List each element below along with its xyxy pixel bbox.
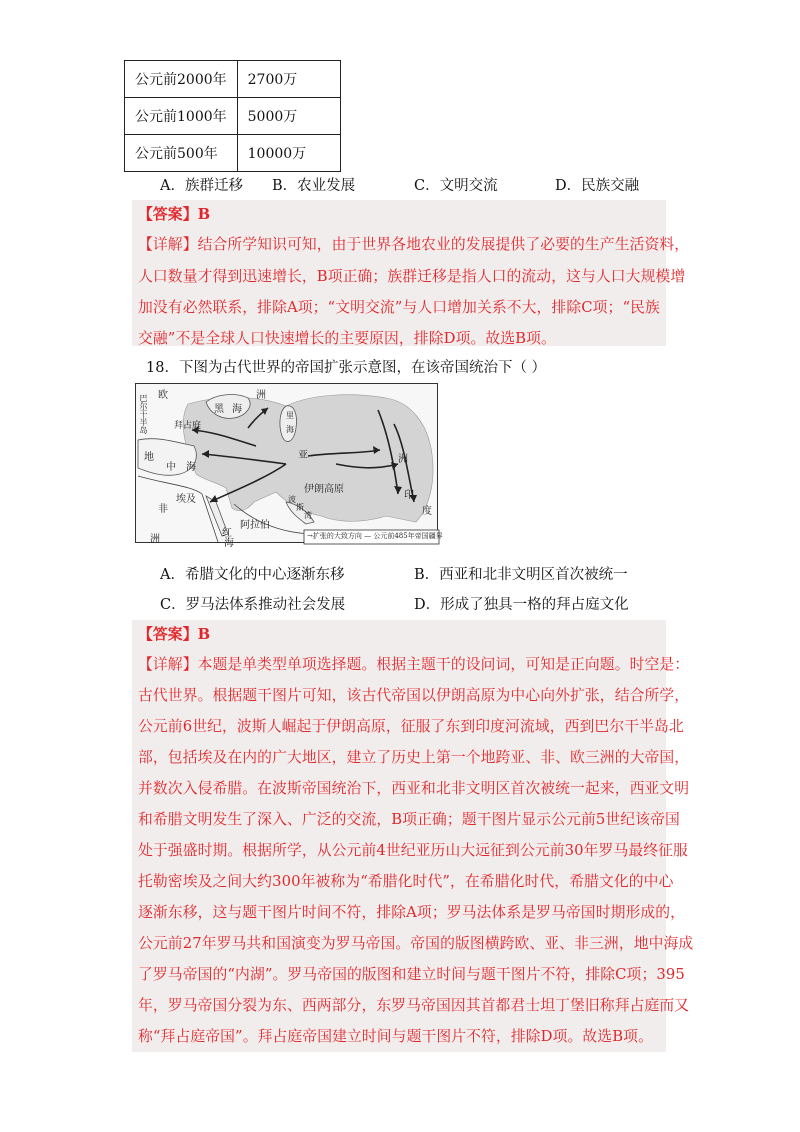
map-label-europe: 欧	[158, 390, 168, 401]
q18-option-b: B．西亚和北非文明区首次被统一	[414, 567, 628, 583]
detail-line: 处于强盛时期。根据所学，从公元前4世纪亚历山大远征到公元前30年罗马最终征服	[138, 842, 688, 859]
detail-line: 并数次入侵希腊。在波斯帝国统治下，西亚和北非文明区首次被统一起来，西亚文明	[138, 780, 690, 797]
answer-box-18	[132, 620, 694, 1052]
q18-option-c: C．罗马法体系推动社会发展	[160, 597, 346, 613]
map-label-india: 印	[404, 490, 414, 501]
detail-line: 公元前6世纪，波斯人崛起于伊朗高原，征服了东到印度河流域，西到巴尔干半岛北	[138, 718, 684, 735]
detail-line: 【详解】结合所学知识可知，由于世界各地农业的发展提供了必要的生产生活资料，	[138, 236, 690, 253]
map-label-persian-gulf: 湾	[304, 511, 312, 520]
map-label-red-sea: 海	[224, 538, 234, 549]
empire-expansion-map	[135, 383, 443, 549]
table-row	[125, 61, 341, 98]
map-label-black-sea: 黑	[214, 404, 224, 415]
map-label-arabia: 阿拉伯	[240, 520, 270, 531]
map-label-asia: 亚	[298, 450, 308, 461]
table-row	[125, 98, 341, 135]
map-label-persian-gulf: 斯	[296, 503, 304, 512]
map-label-black-sea: 海	[232, 404, 242, 415]
map-label-africa: 洲	[150, 534, 160, 545]
answer-label: 【答案】B	[138, 206, 211, 223]
table-cell: 5000万	[237, 98, 340, 135]
map-label-egypt: 埃及	[176, 494, 196, 505]
detail-line: 古代世界。根据题干图片可知，该古代帝国以伊朗高原为中心向外扩张，结合所学，	[138, 687, 690, 704]
answer-box-17	[132, 200, 690, 347]
table-cell: 公元前1000年	[125, 98, 238, 135]
q18-option-d: D．形成了独具一格的拜占庭文化	[414, 597, 629, 613]
detail-line: 称“拜占庭帝国”。拜占庭帝国建立时间与题干图片不符，排除D项。故选B项。	[138, 1028, 653, 1045]
detail-line: 年，罗马帝国分裂为东、西两部分，东罗马帝国因其首都君士坦丁堡旧称拜占庭而又	[138, 997, 690, 1014]
q18-option-a: A．希腊文化的中心逐渐东移	[160, 567, 345, 583]
map-label-byzantium: 拜占庭	[174, 421, 202, 431]
detail-line: 托勒密埃及之间大约300年被称为“希腊化时代”，在希腊化时代，希腊文化的中心	[138, 873, 674, 890]
table-cell: 10000万	[237, 135, 340, 172]
table-row	[125, 135, 341, 172]
map-label-balkan: 巴尔干半岛	[139, 394, 148, 434]
map-label-caspian: 海	[286, 425, 294, 434]
answer-label: 【答案】B	[138, 626, 211, 643]
table-cell: 公元前2000年	[125, 61, 238, 98]
map-label-persian-gulf: 波	[288, 495, 296, 504]
detail-line: 公元前27年罗马共和国演变为罗马帝国。帝国的版图横跨欧、亚、非三洲，地中海成	[138, 935, 694, 952]
map-label-caspian: 里	[286, 411, 294, 420]
detail-line: 交融”不是全球人口快速增长的主要原因，排除D项。故选B项。	[138, 330, 556, 347]
map-label-europe: 洲	[256, 390, 266, 401]
detail-line: 加没有必然联系，排除A项；“文明交流”与人口增加关系不大，排除C项；“民族	[138, 299, 660, 316]
map-label-mediterranean: 地	[144, 452, 154, 463]
detail-line: 和希腊文明发生了深入、广泛的交流，B项正确；题干图片显示公元前5世纪该帝国	[138, 811, 680, 828]
q17-option-b: B．农业发展	[272, 178, 356, 194]
detail-line: 部，包括埃及在内的广大地区，建立了历史上第一个地跨亚、非、欧三洲的大帝国，	[138, 749, 690, 766]
table-cell: 2700万	[237, 61, 340, 98]
map-label-india: 度	[422, 506, 432, 517]
q17-option-a: A．族群迁移	[160, 178, 243, 194]
map-label-africa: 非	[158, 504, 168, 515]
map-label-red-sea: 红	[222, 528, 232, 539]
detail-line: 人口数量才得到迅速增长，B项正确；族群迁移是指人口的流动，这与人口大规模增	[138, 268, 686, 285]
q17-option-c: C．文明交流	[414, 178, 498, 194]
map-legend-text: →扩张的大致方向 — 公元前485年帝国疆界	[307, 532, 443, 540]
map-label-mediterranean: 海	[186, 462, 196, 473]
detail-line: 【详解】本题是单类型单项选择题。根据主题干的设问词，可知是正向题。时空是：	[138, 656, 690, 673]
map-drawing	[136, 384, 439, 544]
detail-line: 了罗马帝国的“内湖”。罗马帝国的版图和建立时间与题干图片不符，排除C项；395	[138, 966, 685, 983]
detail-line: 逐渐东移，这与题干图片时间不符，排除A项；罗马法体系是罗马帝国时期形成的，	[138, 904, 686, 921]
map-label-iran: 伊朗高原	[304, 484, 344, 495]
question-18-stem: 18．下图为古代世界的帝国扩张示意图，在该帝国统治下（ ）	[146, 360, 547, 376]
map-label-mediterranean: 中	[166, 462, 176, 473]
population-table	[124, 60, 341, 172]
q17-option-d: D．民族交融	[555, 178, 640, 194]
map-label-asia: 洲	[398, 454, 408, 465]
table-cell: 公元前500年	[125, 135, 238, 172]
